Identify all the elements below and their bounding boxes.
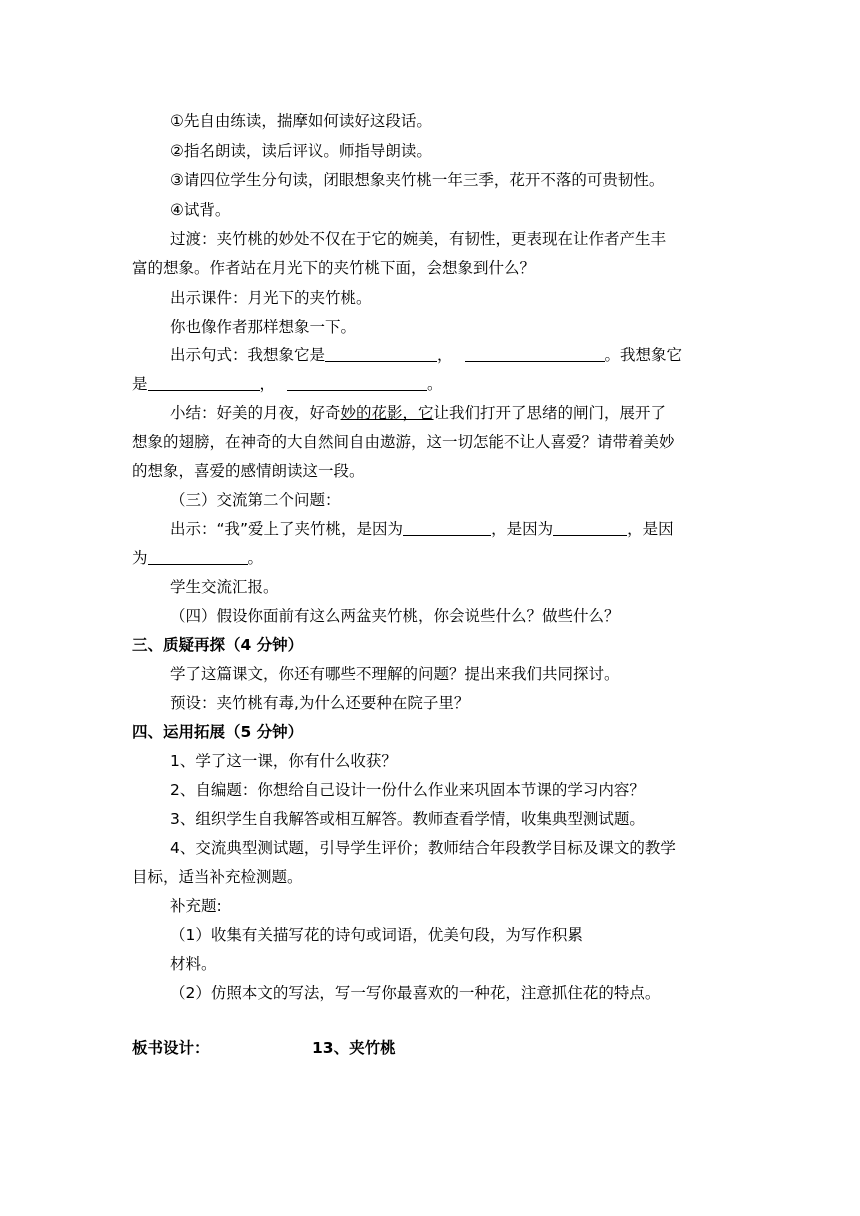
courseware-line: 出示课件：月光下的夹竹桃。 xyxy=(170,289,372,307)
board-design-label: 板书设计： xyxy=(132,1039,210,1057)
heading-application: 四、运用拓展（5 分钟） xyxy=(132,723,304,741)
supplement-1: （1）收集有关描写花的诗句或词语，优美句段，为写作积累 xyxy=(170,926,583,944)
transition-line-2: 富的想象。作者站在月光下的夹竹桃下面，会想象到什么？ xyxy=(132,259,536,277)
summary-line-3: 的想象，喜爱的感情朗读这一段。 xyxy=(132,462,365,480)
board-design-title: 13、夹竹桃 xyxy=(312,1039,396,1057)
show-text: 出示：“我”爱上了夹竹桃，是因为 xyxy=(170,520,404,538)
fill-blank xyxy=(465,347,605,362)
item-1: 1、学了这一课，你有什么收获？ xyxy=(170,752,397,770)
show-text: 为 xyxy=(132,549,148,567)
show-line-1 xyxy=(170,520,674,538)
question-line: 学了这篇课文，你还有哪些不理解的问题？提出来我们共同探讨。 xyxy=(170,665,620,683)
step-3: ③请四位学生分句读，闭眼想象夹竹桃一年三季，花开不落的可贵韧性。 xyxy=(170,171,665,189)
fill-blank xyxy=(287,376,427,391)
summary-text: 让我们打开了思绪的闸门，展开了 xyxy=(433,404,667,422)
imagine-line: 你也像作者那样想象一下。 xyxy=(170,318,357,336)
show-text: ，是因为 xyxy=(491,520,554,538)
transition-line-1: 过渡：夹竹桃的妙处不仅在于它的婉美，有韧性，更表现在让作者产生丰 xyxy=(170,230,667,248)
fill-blank xyxy=(403,521,491,536)
show-line-2 xyxy=(132,549,263,567)
fill-blank xyxy=(148,550,248,565)
sentence-pattern-line-2 xyxy=(132,375,443,393)
comma: ， xyxy=(259,375,276,393)
report-line: 学生交流汇报。 xyxy=(170,578,279,596)
section-three-heading: （三）交流第二个问题： xyxy=(170,491,341,509)
summary-line-1 xyxy=(170,404,666,422)
step-2: ②指名朗读，读后评议。师指导朗读。 xyxy=(170,142,432,160)
item-2: 2、自编题：你想给自己设计一份什么作业来巩固本节课的学习内容？ xyxy=(170,781,645,799)
supplement-2: （2）仿照本文的写法，写一写你最喜欢的一种花，注意抓住花的特点。 xyxy=(170,984,661,1002)
sentence-pattern-text: 出示句式：我想象它是 xyxy=(170,346,326,364)
sentence-pattern-text: 是 xyxy=(132,375,148,393)
step-1: ①先自由练读，揣摩如何读好这段话。 xyxy=(170,112,432,130)
heading-question-explore: 三、质疑再探（4 分钟） xyxy=(132,636,304,654)
summary-text: 小结：好美的月夜，好奇 xyxy=(170,404,341,422)
item-4: 4、交流典型测试题，引导学生评价；教师结合年段教学目标及课文的教学 xyxy=(170,839,676,857)
show-text: ，是因 xyxy=(627,520,674,538)
summary-line-2: 想象的翅膀，在神奇的大自然间自由遨游，这一切怎能不让人喜爱？请带着美妙 xyxy=(132,433,675,451)
comma: ， xyxy=(437,346,453,364)
item-3: 3、组织学生自我解答或相互解答。教师查看学情，收集典型测试题。 xyxy=(170,810,645,828)
preset-line: 预设：夹竹桃有毒,为什么还要种在院子里？ xyxy=(170,694,470,712)
supplement-label: 补充题: xyxy=(170,897,222,915)
sentence-pattern-line-1 xyxy=(170,346,682,364)
sentence-pattern-text: 。我想象它 xyxy=(604,346,683,364)
fill-blank xyxy=(148,376,260,391)
section-four-sub: （四）假设你面前有这么两盆夹竹桃，你会说些什么？做些什么？ xyxy=(170,607,620,625)
step-4: ④试背。 xyxy=(170,201,231,219)
fill-blank xyxy=(553,521,627,536)
period: 。 xyxy=(247,549,264,567)
fill-blank xyxy=(325,347,437,362)
item-4-cont: 目标，适当补充检测题。 xyxy=(132,868,303,886)
underlined-text: 妙的花影，它 xyxy=(340,404,434,422)
period: 。 xyxy=(427,375,443,393)
supplement-1-cont: 材料。 xyxy=(170,955,217,973)
